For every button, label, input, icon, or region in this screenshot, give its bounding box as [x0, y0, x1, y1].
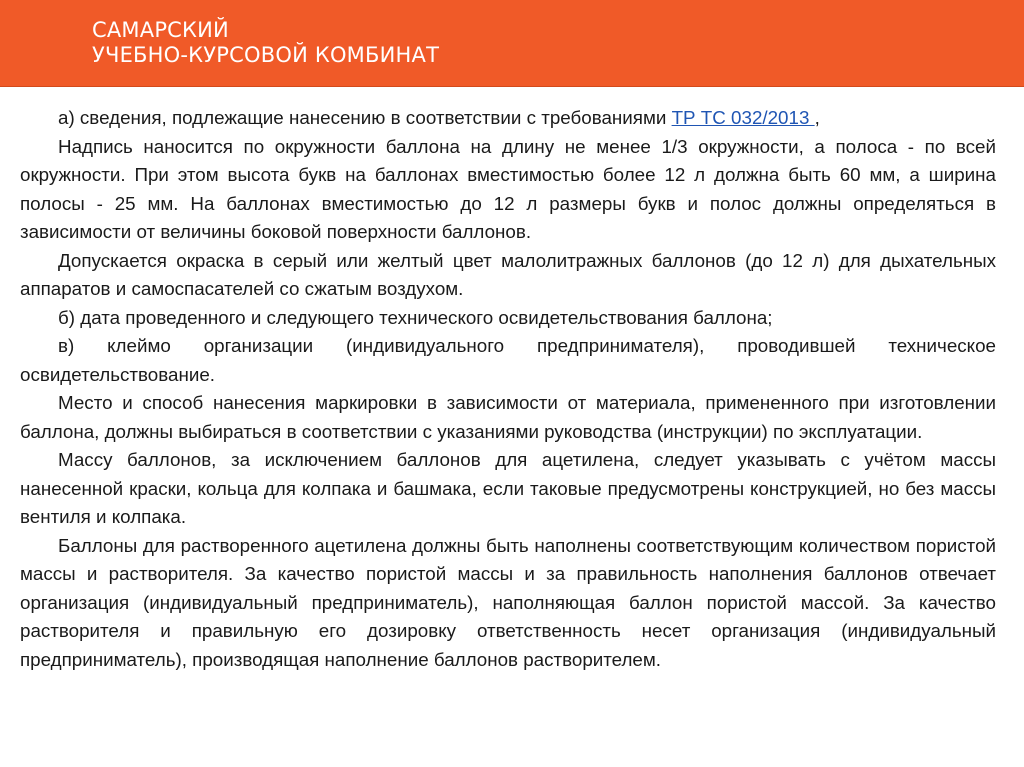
brand-title-line2: УЧЕБНО-КУРСОВОЙ КОМБИНАТ	[92, 43, 440, 67]
header-banner	[0, 0, 1024, 87]
document-body	[20, 104, 996, 674]
paragraph-inscription: Надпись наносится по окружности баллона на длину не менее 1/3 окружности, а полоса - по всей окружности. При этом высота букв на баллонах вместимостью более 12 л должна быть 60 мм, а ширина полосы - 25 мм. На баллонах вместимостью до 12 л размеры букв и полос должны определяться в зависимости от величины боковой поверхности баллонов.	[20, 135, 996, 242]
paragraph-b: б) дата проведенного и следующего технического освидетельствования баллона;	[58, 306, 773, 328]
paragraph-acetylene: Баллоны для растворенного ацетилена должны быть наполнены соответствующим количеством пористой массы и растворителя. За качество пористой массы и за правильность наполнения баллонов отвечает организация (индивидуальный предприниматель), наполняющая баллон пористой массой. За качество растворителя и правильную его дозировку ответственность несет организация (индивидуальный предприниматель), производящая наполнение баллонов растворителем.	[20, 534, 996, 670]
paragraph-c: в) клеймо организации (индивидуального предпринимателя), проводившей техническое освидетельствование.	[20, 335, 996, 385]
paragraph-color-permission: Допускается окраска в серый или желтый цвет малолитражных баллонов (до 12 л) для дыхательных аппаратов и самоспасателей со сжатым воздухом.	[20, 249, 996, 299]
paragraph-mass: Массу баллонов, за исключением баллонов для ацетилена, следует указывать с учётом массы нанесенной краски, кольца для колпака и башмака, если таковые предусмотрены конструкцией, но без массы вентиля и колпака.	[20, 449, 996, 527]
paragraph-a-text: а) сведения, подлежащие нанесению в соответствии с требованиями	[58, 107, 672, 128]
regulation-link[interactable]: ТР ТС 032/2013	[671, 107, 815, 128]
paragraph-a-suffix: ,	[814, 107, 820, 128]
paragraph-a	[20, 104, 996, 133]
brand-title-line1: САМАРСКИЙ	[92, 18, 229, 42]
paragraph-marking-place: Место и способ нанесения маркировки в зависимости от материала, примененного при изготовлении баллона, должны выбираться в соответствии с указаниями руководства (инструкции) по эксплуатации.	[20, 392, 996, 442]
